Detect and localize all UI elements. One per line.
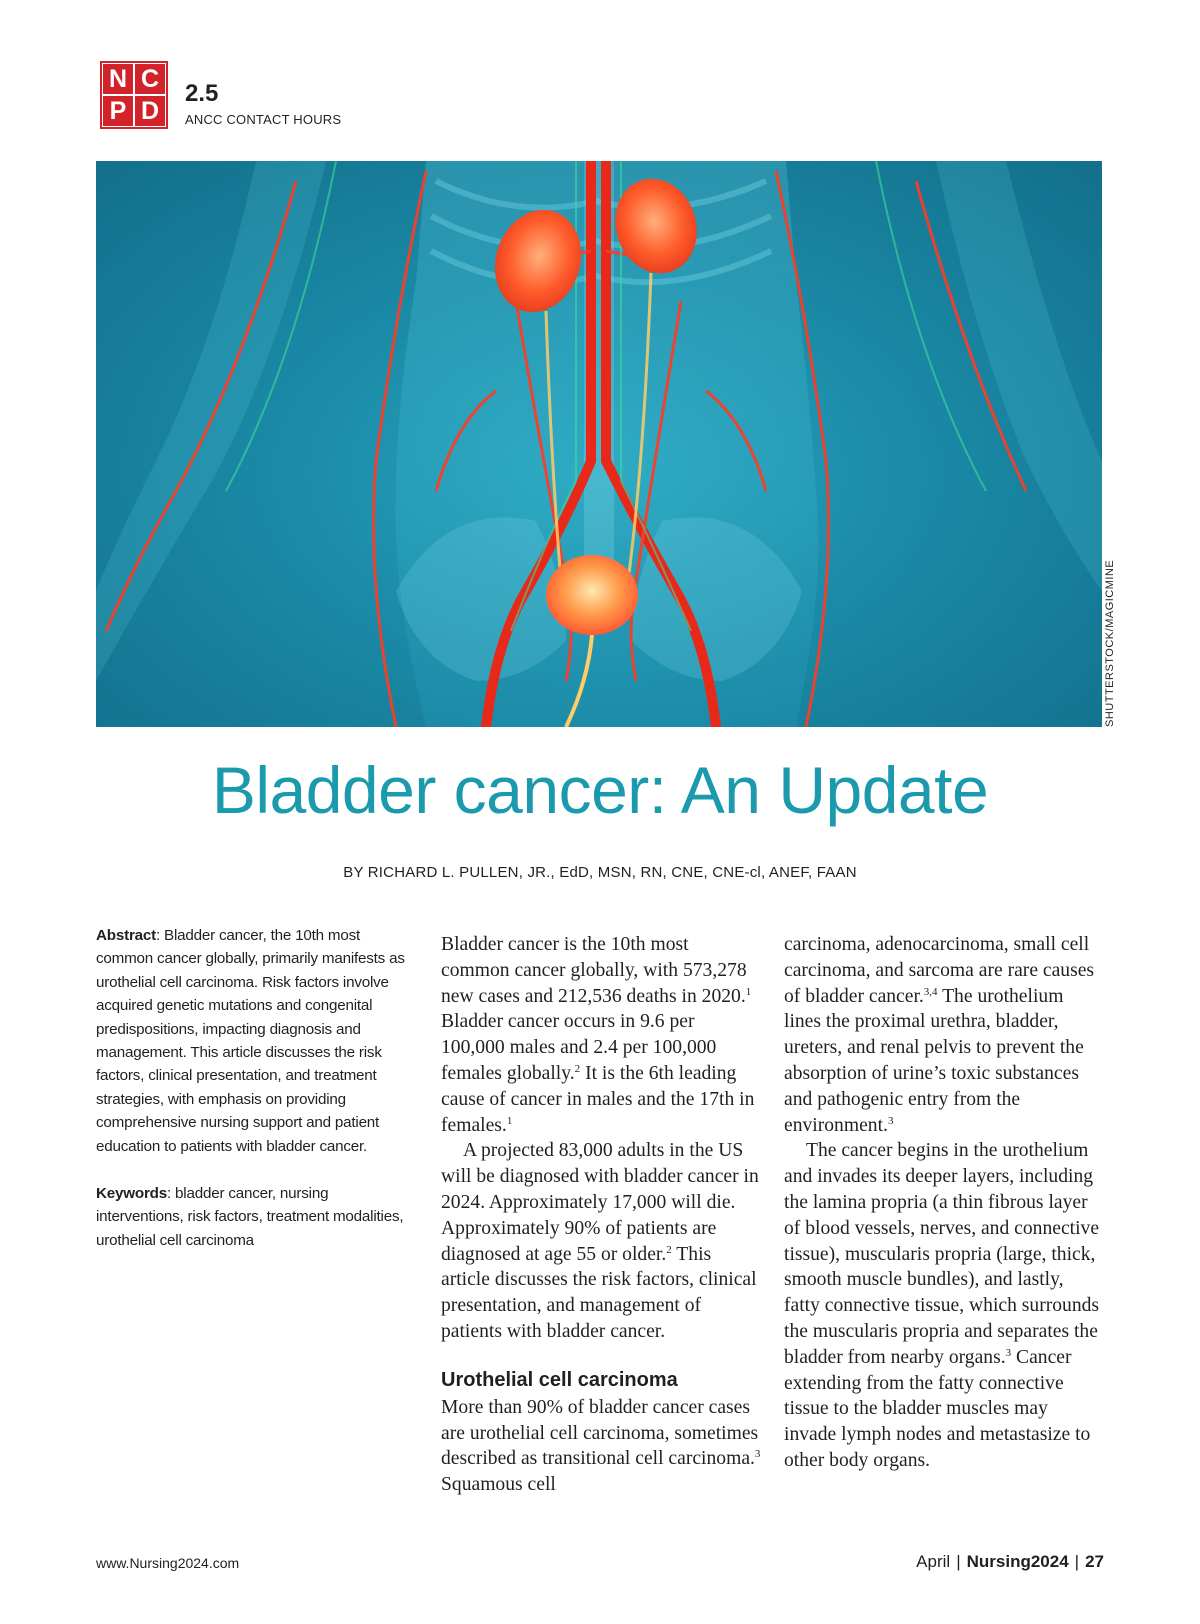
hero-illustration [96, 161, 1102, 727]
text-run: It is the 6th leading cause of cancer in males and the 17th in females. [441, 1062, 755, 1136]
body-paragraph-2 [441, 1138, 761, 1344]
text-run: carcinoma, adenocarcinoma, small cell carcinoma, and sarcoma are rare causes of bladder cancer. [784, 934, 1095, 1007]
abstract-text: : Bladder cancer, the 10th most common cancer globally, primarily manifests as urothelial cell carcinoma. Risk factors involve acquired genetic mutations and congenital predispositions, impacting diagnosis and management. This article discusses the risk factors, clinical presentation, and treatment strategies, with emphasis on providing comprehensive nursing support and patient education to patients with bladder cancer. [96, 927, 405, 1155]
footer-url: www.Nursing2024.com [96, 1555, 240, 1571]
ncpd-letter-d: D [135, 96, 165, 126]
text-run: The urothelium lines the proximal urethra, bladder, ureters, and renal pelvis to prevent the absorption of urine’s toxic substances and pathogenic entry from the environment. [784, 985, 1084, 1136]
citation: 3 [887, 1114, 894, 1127]
text-run: A projected 83,000 adults in the US will be diagnosed with bladder cancer in 2024. Approximately 17,000 will die. Approximately 90% of patients are diagnosed at age 55 or older. [441, 1140, 759, 1265]
footer-journal: Nursing2024 [966, 1552, 1069, 1571]
citation: 2 [666, 1243, 672, 1256]
text-run: Cancer extending from the fatty connective tissue to the bladder muscles may invade lymph nodes and metastasize to other body organs. [784, 1346, 1091, 1471]
citation: 1 [506, 1114, 513, 1127]
body-column-middle [441, 932, 761, 1498]
byline: BY RICHARD L. PULLEN, JR., EdD, MSN, RN, CNE, CNE-cl, ANEF, FAAN [343, 864, 857, 881]
text-run: Squamous cell [441, 1474, 556, 1496]
ncpd-letter-c: C [135, 64, 165, 94]
text-run: The cancer begins in the urothelium and invades its deeper layers, including the lamina propria (a thin fibrous layer of blood vessels, nerves, and connective tissue), muscularis propria (large, thick, smooth muscle bundles), and lastly, fatty connective tissue, which surrounds the muscularis propria and separates the bladder from nearby organs. [784, 1140, 1100, 1368]
section-heading: Urothelial cell carcinoma [441, 1368, 678, 1391]
footer-separator: | [956, 1552, 961, 1571]
abstract-paragraph [96, 924, 414, 1158]
footer-separator: | [1074, 1552, 1080, 1571]
body-paragraph-4 [784, 1138, 1104, 1473]
citation: 2 [574, 1062, 581, 1075]
abstract-column [96, 924, 414, 1276]
article-title: Bladder cancer: An Update [211, 753, 989, 827]
footer-month: April [916, 1552, 951, 1571]
ncpd-letter-p: P [103, 96, 133, 126]
citation: 1 [745, 985, 752, 998]
body-paragraph-1 [441, 932, 761, 1138]
page-number: 27 [1085, 1552, 1104, 1571]
contact-hours-value: 2.5 [185, 80, 219, 107]
text-run: Bladder cancer occurs in 9.6 per 100,000 males and 2.4 per 100,000 females globally. [441, 1011, 717, 1084]
photo-credit: SHUTTERSTOCK/MAGICMINE [1104, 559, 1116, 727]
ncpd-letter-n: N [103, 64, 133, 94]
footer-folio [916, 1552, 1104, 1572]
body-paragraph-3 [441, 1395, 761, 1498]
text-run: Bladder cancer is the 10th most common cancer globally, with 573,278 new cases and 212,536 deaths in 2020. [441, 934, 747, 1007]
citation: 3 [1005, 1346, 1012, 1359]
citation: 3,4 [923, 985, 938, 998]
body-column-right [784, 932, 1104, 1474]
citation: 3 [754, 1448, 761, 1461]
body-paragraph-3-continued [784, 932, 1104, 1138]
contact-hours-label: ANCC CONTACT HOURS [185, 112, 342, 127]
keywords-label: Keywords [96, 1185, 167, 1203]
ncpd-logo [100, 61, 168, 129]
keywords-text: : bladder cancer, nursing interventions, risk factors, treatment modalities, urothelial cell carcinoma [96, 1185, 404, 1249]
anatomy-illustration-svg [96, 161, 1102, 727]
abstract-label: Abstract [96, 927, 157, 944]
text-run: This article discusses the risk factors, clinical presentation, and management of patients with bladder cancer. [441, 1243, 757, 1342]
keywords-paragraph [96, 1182, 414, 1252]
text-run: More than 90% of bladder cancer cases are urothelial cell carcinoma, sometimes described as transitional cell carcinoma. [441, 1396, 759, 1470]
